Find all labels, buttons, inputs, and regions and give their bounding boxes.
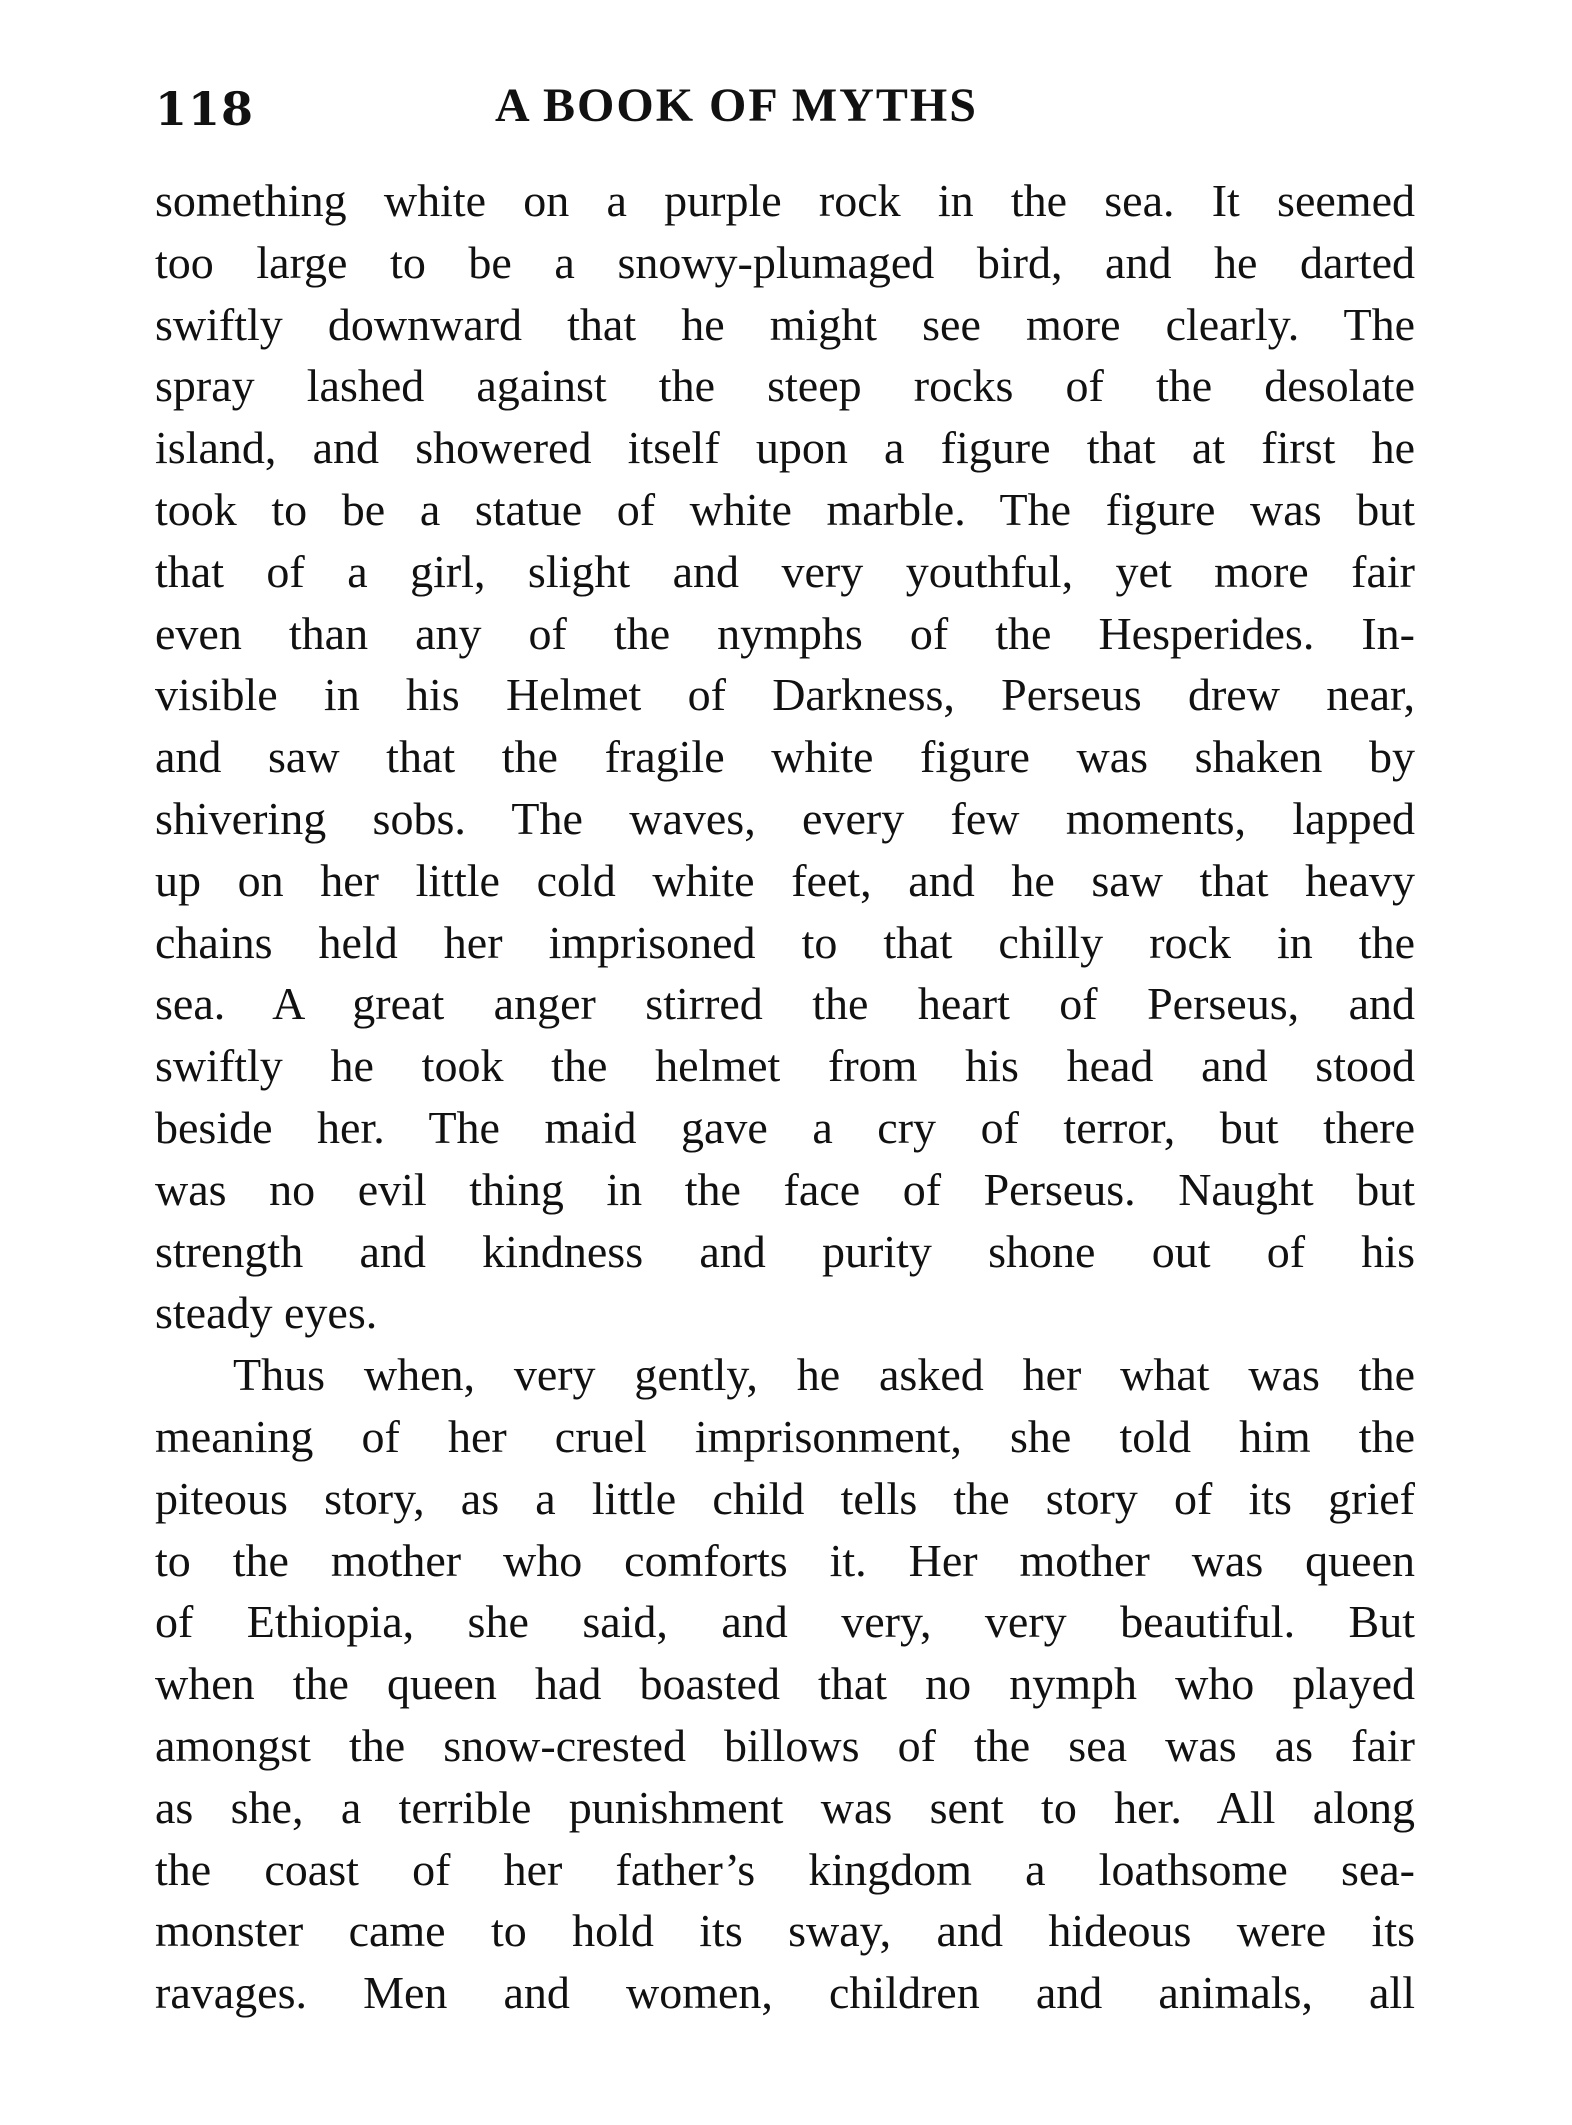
body-text bbox=[155, 170, 1415, 2024]
text-line: shivering sobs. The waves, every few moments, lapped bbox=[155, 792, 1415, 844]
text-line: amongst the snow-crested billows of the sea was as fair bbox=[155, 1719, 1415, 1771]
text-line: chains held her imprisoned to that chilly rock in the bbox=[155, 916, 1415, 968]
text-line: up on her little cold white feet, and he saw that heavy bbox=[155, 854, 1415, 906]
text-line: Thus when, very gently, he asked her what was the bbox=[233, 1349, 1415, 1401]
text-line: took to be a statue of white marble. The figure was but bbox=[155, 483, 1415, 535]
text-line: island, and showered itself upon a figure that at first he bbox=[155, 422, 1415, 474]
text-line: even than any of the nymphs of the Hesperides. In- bbox=[155, 607, 1415, 659]
text-line: was no evil thing in the face of Perseus. Naught but bbox=[155, 1163, 1415, 1215]
text-line: when the queen had boasted that no nymph who played bbox=[155, 1658, 1415, 1710]
text-line: of Ethiopia, she said, and very, very beautiful. But bbox=[155, 1596, 1415, 1648]
running-head bbox=[155, 70, 1410, 140]
text-line: to the mother who comforts it. Her mother was queen bbox=[155, 1534, 1415, 1586]
text-line: the coast of her father’s kingdom a loathsome sea- bbox=[155, 1843, 1415, 1895]
text-line: piteous story, as a little child tells the story of its grief bbox=[155, 1472, 1415, 1524]
text-line: ravages. Men and women, children and animals, all bbox=[155, 1967, 1415, 2019]
text-line: too large to be a snowy-plumaged bird, and he darted bbox=[155, 236, 1415, 288]
text-line: as she, a terrible punishment was sent to her. All along bbox=[155, 1781, 1415, 1833]
text-line: and saw that the fragile white figure was shaken by bbox=[155, 731, 1415, 783]
text-line: strength and kindness and purity shone out of his bbox=[155, 1225, 1415, 1277]
text-line: sea. A great anger stirred the heart of Perseus, and bbox=[155, 978, 1415, 1030]
text-line: monster came to hold its sway, and hideous were its bbox=[155, 1905, 1415, 1957]
text-line: that of a girl, slight and very youthful, yet more fair bbox=[155, 545, 1415, 597]
text-line: visible in his Helmet of Darkness, Perseus drew near, bbox=[155, 669, 1415, 721]
text-line: spray lashed against the steep rocks of the desolate bbox=[155, 360, 1415, 412]
paragraph-2 bbox=[155, 1344, 1415, 2024]
book-title: A BOOK OF MYTHS bbox=[495, 79, 978, 132]
text-line: something white on a purple rock in the sea. It seemed bbox=[155, 175, 1415, 226]
paragraph-1 bbox=[155, 170, 1415, 1344]
page-number: 118 bbox=[155, 82, 255, 136]
text-line: steady eyes. bbox=[155, 1287, 378, 1339]
text-line: swiftly downward that he might see more clearly. The bbox=[155, 298, 1415, 350]
text-line: swiftly he took the helmet from his head and stood bbox=[155, 1040, 1415, 1092]
text-line: meaning of her cruel imprisonment, she told him the bbox=[155, 1410, 1415, 1462]
text-line: beside her. The maid gave a cry of terror, but there bbox=[155, 1101, 1415, 1153]
